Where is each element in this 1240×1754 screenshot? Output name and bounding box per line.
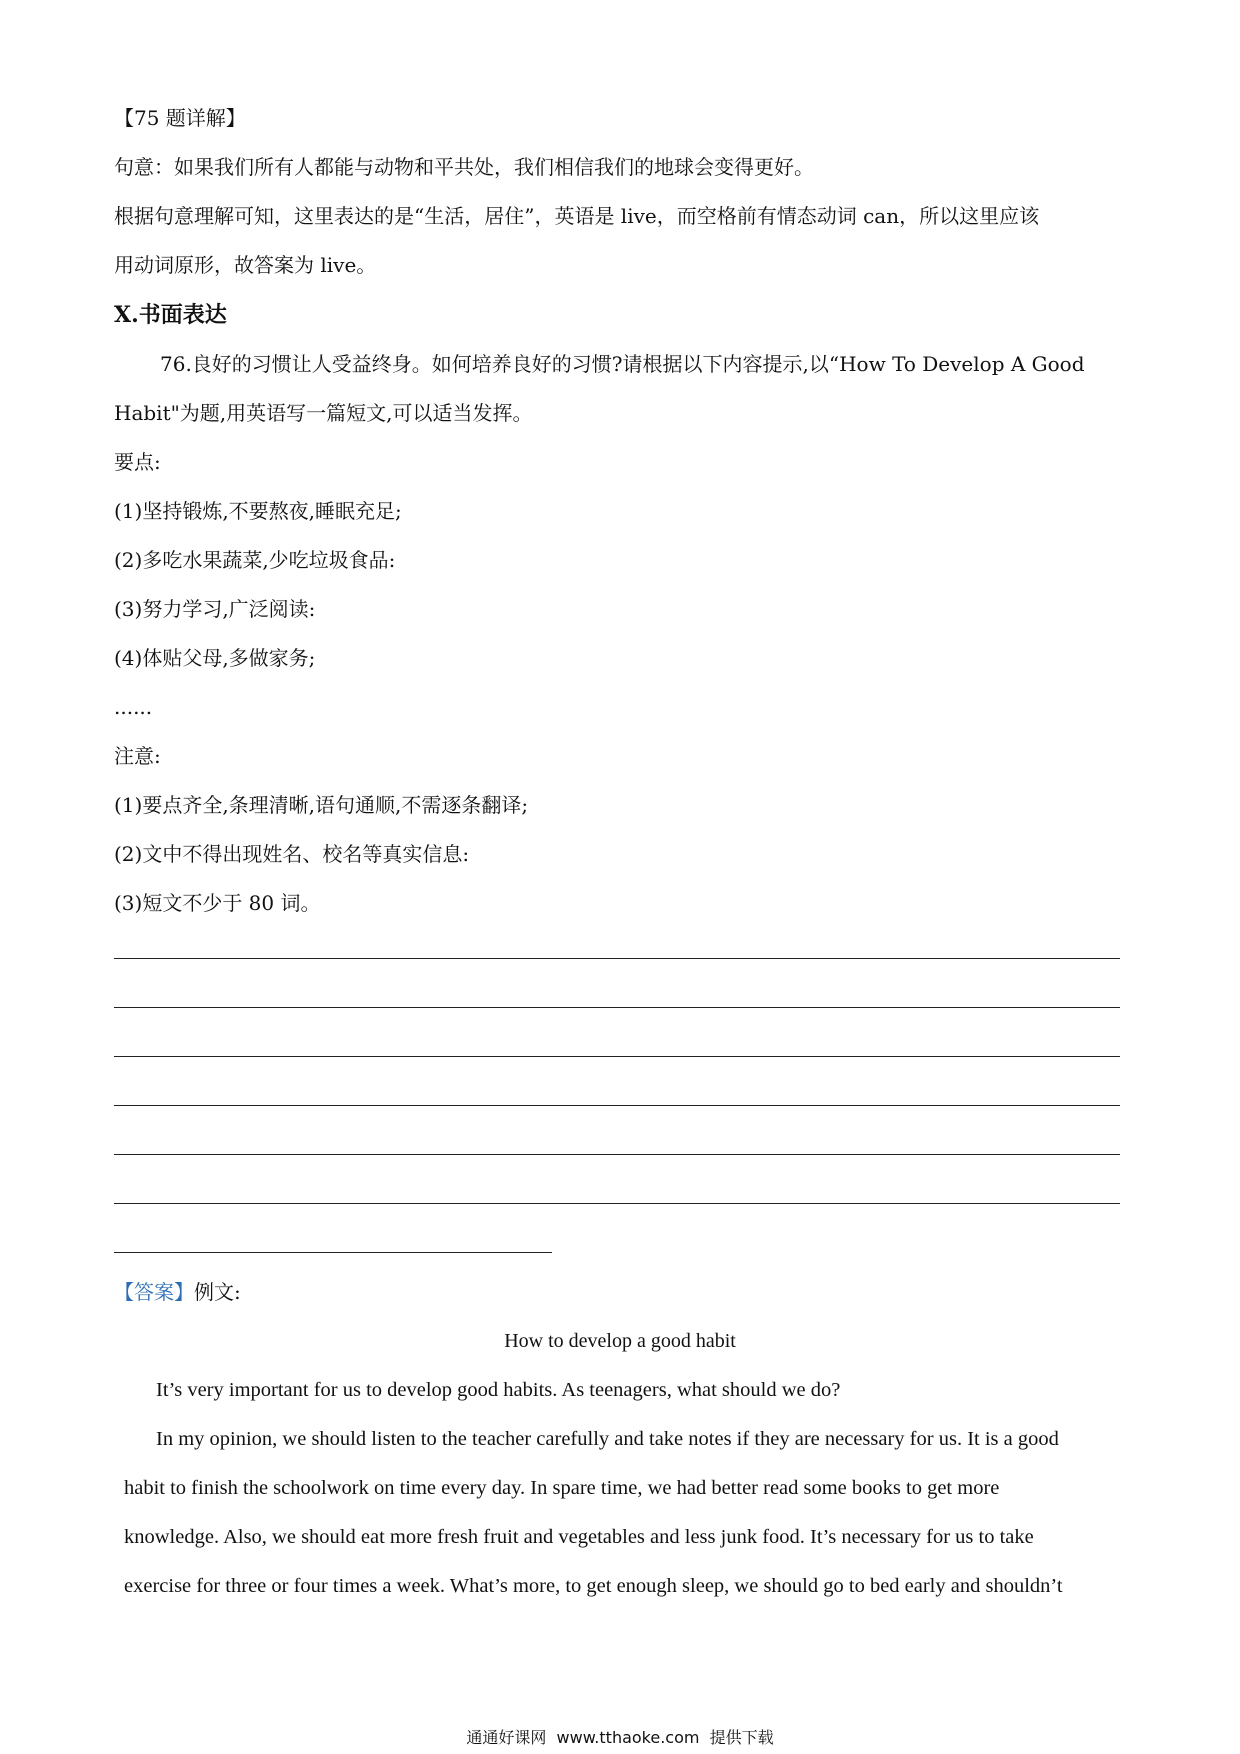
answer-writing-line <box>114 1203 1120 1204</box>
writing-prompt-line-1: 76.良好的习惯让人受益终身。如何培养良好的习惯?请根据以下内容提示,以“How To Develop A Good <box>160 352 1085 376</box>
essay-line: knowledge. Also, we should eat more fresh fruit and vegetables and less junk food. It’s necessary for us to take <box>124 1526 1034 1548</box>
answer-writing-line <box>114 1056 1120 1057</box>
notes-label: 注意: <box>114 744 161 768</box>
essay-title: How to develop a good habit <box>504 1330 736 1352</box>
sample-essay-label: 例文: <box>194 1280 241 1304</box>
answer-writing-line <box>114 1154 1120 1155</box>
essay-line: In my opinion, we should listen to the teacher carefully and take notes if they are necessary for us. It is a good <box>156 1428 1059 1450</box>
writing-prompt-line-2: Habit"为题,用英语写一篇短文,可以适当发挥。 <box>114 401 533 425</box>
answer-writing-line <box>114 958 1120 959</box>
q75-heading: 【75 题详解】 <box>114 106 246 130</box>
q75-analysis-line-2: 用动词原形，故答案为 live。 <box>114 253 377 277</box>
point-item: (3)努力学习,广泛阅读: <box>114 597 316 621</box>
answer-label-row <box>114 1278 241 1306</box>
answer-writing-line <box>114 1007 1120 1008</box>
note-item: (3)短文不少于 80 词。 <box>114 891 321 915</box>
points-label: 要点: <box>114 450 161 474</box>
essay-line: habit to finish the schoolwork on time every day. In spare time, we had better read some books to get more <box>124 1477 1000 1499</box>
note-item: (2)文中不得出现姓名、校名等真实信息: <box>114 842 470 866</box>
q75-sentence-meaning: 句意：如果我们所有人都能与动物和平共处，我们相信我们的地球会变得更好。 <box>114 155 814 179</box>
answer-writing-line-short <box>114 1252 552 1253</box>
points-ellipsis: ...... <box>114 695 153 719</box>
writing-section-title: X.书面表达 <box>114 302 227 328</box>
point-item: (2)多吃水果蔬菜,少吃垃圾食品: <box>114 548 396 572</box>
page-footer: 通通好课网 www.tthaoke.com 提供下载 <box>466 1728 774 1747</box>
essay-line: exercise for three or four times a week. What’s more, to get enough sleep, we should go to bed early and shouldn’t <box>124 1575 1063 1597</box>
answer-tag: 【答案】 <box>114 1280 194 1304</box>
point-item: (4)体贴父母,多做家务; <box>114 646 316 670</box>
q75-analysis-line-1: 根据句意理解可知，这里表达的是“生活，居住”，英语是 live，而空格前有情态动词 can，所以这里应该 <box>114 204 1040 228</box>
answer-writing-line <box>114 1105 1120 1106</box>
note-item: (1)要点齐全,条理清晰,语句通顺,不需逐条翻译; <box>114 793 529 817</box>
point-item: (1)坚持锻炼,不要熬夜,睡眠充足; <box>114 499 402 523</box>
essay-line: It’s very important for us to develop good habits. As teenagers, what should we do? <box>156 1379 841 1401</box>
